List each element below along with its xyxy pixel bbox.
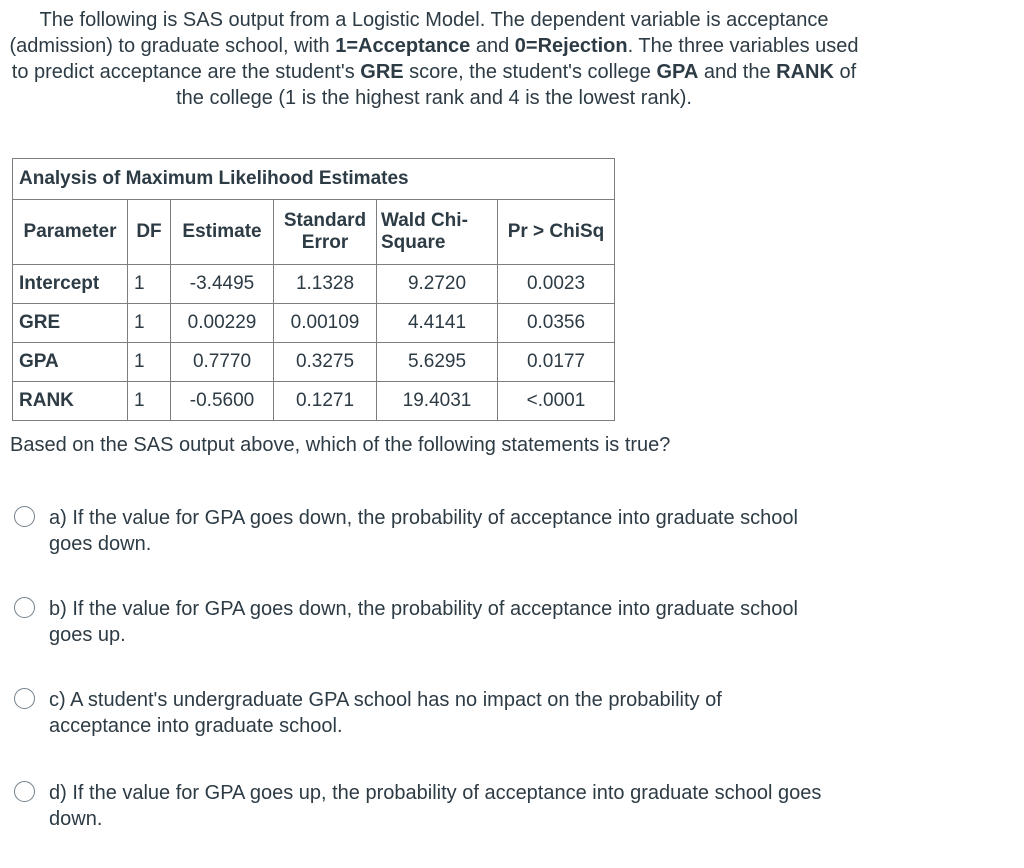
param-cell: GRE [13, 304, 128, 343]
radio-button-a[interactable] [14, 506, 35, 527]
intro-bold-gpa: GPA [656, 61, 699, 83]
df-cell: 1 [128, 343, 171, 382]
df-cell: 1 [128, 265, 171, 304]
header-wald-chi-square: Wald Chi-Square [377, 200, 498, 265]
se-cell: 0.3275 [274, 343, 377, 382]
intro-bold-rejection: 0=Rejection [514, 35, 628, 57]
p-value-cell: 0.0356 [498, 304, 615, 343]
intro-bold-rank: RANK [776, 61, 834, 83]
df-cell: 1 [128, 304, 171, 343]
answer-option-c[interactable] [14, 687, 844, 739]
intro-text-1: The following is SAS output from a Logistic Model. The dependent variable is acceptance (admission) to graduate school, with [9, 9, 829, 57]
answer-option-d-label[interactable]: d) If the value for GPA goes up, the probability of acceptance into graduate school goes down. [49, 782, 822, 830]
intro-text-4: score, the student's college [403, 61, 657, 83]
table-row [13, 343, 615, 382]
intro-bold-gre: GRE [360, 61, 404, 83]
se-cell: 0.00109 [274, 304, 377, 343]
p-value-cell: 0.0023 [498, 265, 615, 304]
answer-option-c-label[interactable]: c) A student's undergraduate GPA school has no impact on the probability of acceptance into graduate school. [49, 689, 722, 737]
df-cell: 1 [128, 382, 171, 421]
header-pr-chisq: Pr > ChiSq [498, 200, 615, 265]
estimate-cell: -0.5600 [171, 382, 274, 421]
answer-option-b-label[interactable]: b) If the value for GPA goes down, the probability of acceptance into graduate school goes up. [49, 598, 798, 646]
header-standard-error: Standard Error [274, 200, 377, 265]
param-cell: RANK [13, 382, 128, 421]
intro-text-2: and [470, 35, 515, 57]
header-df: DF [128, 200, 171, 265]
estimate-cell: 0.7770 [171, 343, 274, 382]
table-caption: Analysis of Maximum Likelihood Estimates [13, 159, 615, 200]
param-cell: Intercept [13, 265, 128, 304]
se-cell: 1.1328 [274, 265, 377, 304]
p-value-cell: <.0001 [498, 382, 615, 421]
table-row [13, 265, 615, 304]
radio-button-b[interactable] [14, 597, 35, 618]
header-estimate: Estimate [171, 200, 274, 265]
answer-option-a-label[interactable]: a) If the value for GPA goes down, the probability of acceptance into graduate school goes down. [49, 507, 798, 555]
param-cell: GPA [13, 343, 128, 382]
intro-text-6: of the college (1 is the highest rank and 4 is the lowest rank). [176, 61, 857, 109]
intro-text-5: and the [698, 61, 777, 83]
intro-bold-acceptance: 1=Acceptance [335, 35, 471, 57]
intro-text-3: . The three variables used to predict acceptance are the student's [11, 35, 859, 83]
answer-option-b[interactable] [14, 596, 844, 648]
answer-option-d[interactable] [14, 780, 844, 832]
wald-cell: 4.4141 [377, 304, 498, 343]
intro-paragraph [8, 7, 860, 111]
question-text: Based on the SAS output above, which of the following statements is true? [10, 434, 671, 456]
table-row [13, 382, 615, 421]
p-value-cell: 0.0177 [498, 343, 615, 382]
radio-button-c[interactable] [14, 688, 35, 709]
estimate-cell: -3.4495 [171, 265, 274, 304]
estimate-cell: 0.00229 [171, 304, 274, 343]
se-cell: 0.1271 [274, 382, 377, 421]
wald-cell: 5.6295 [377, 343, 498, 382]
table-row [13, 304, 615, 343]
header-parameter: Parameter [13, 200, 128, 265]
mle-table [12, 158, 615, 421]
radio-button-d[interactable] [14, 781, 35, 802]
answer-option-a[interactable] [14, 505, 844, 557]
wald-cell: 19.4031 [377, 382, 498, 421]
wald-cell: 9.2720 [377, 265, 498, 304]
